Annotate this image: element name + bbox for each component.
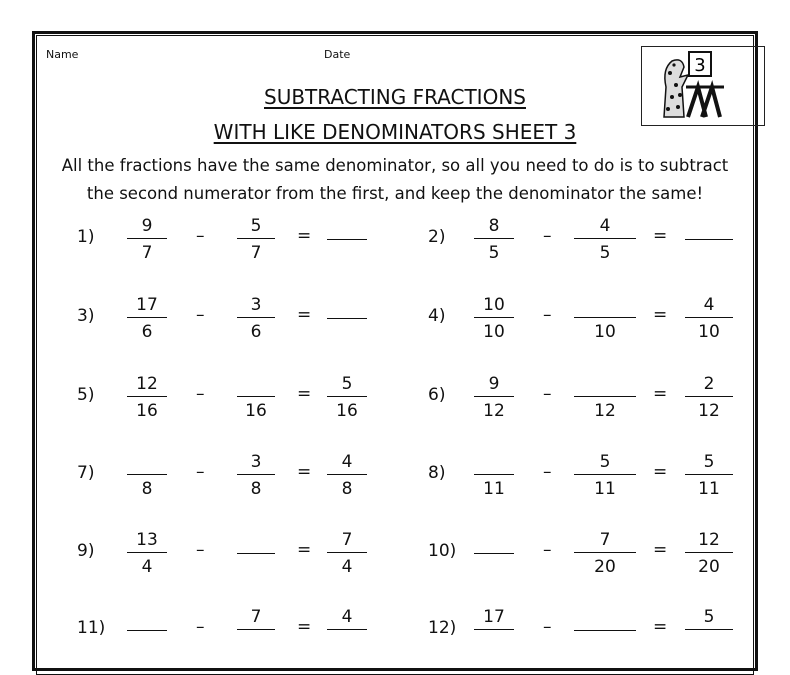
numerator bbox=[574, 293, 636, 317]
problem-number: 8) bbox=[428, 463, 446, 483]
worksheet-title: SUBTRACTING FRACTIONS bbox=[264, 85, 526, 109]
fraction-bar bbox=[237, 474, 275, 475]
fraction bbox=[474, 293, 514, 344]
numerator: 5 bbox=[703, 607, 715, 627]
equals-sign: = bbox=[653, 617, 668, 637]
fraction-bar bbox=[237, 238, 275, 239]
denominator: 7 bbox=[141, 243, 153, 263]
denominator: 16 bbox=[245, 401, 267, 421]
denominator: 11 bbox=[698, 479, 720, 499]
equals-sign: = bbox=[297, 617, 312, 637]
worksheet-subtitle: WITH LIKE DENOMINATORS SHEET 3 bbox=[213, 120, 577, 144]
fraction bbox=[327, 528, 367, 579]
fraction-bar bbox=[327, 474, 367, 475]
denominator: 7 bbox=[250, 243, 262, 263]
fraction-bar bbox=[327, 552, 367, 553]
minus-sign: – bbox=[543, 384, 552, 404]
fraction bbox=[474, 372, 514, 423]
problem-number: 1) bbox=[77, 227, 95, 247]
fraction-bar bbox=[685, 317, 733, 318]
equals-sign: = bbox=[297, 540, 312, 560]
numerator: 4 bbox=[341, 452, 353, 472]
answer-blank bbox=[574, 630, 636, 631]
fraction-bar bbox=[574, 552, 636, 553]
problem-number: 12) bbox=[428, 618, 457, 638]
denominator: 10 bbox=[698, 322, 720, 342]
numerator bbox=[127, 450, 167, 474]
denominator: 11 bbox=[483, 479, 505, 499]
numerator: 5 bbox=[341, 374, 353, 394]
fraction bbox=[127, 528, 167, 579]
fraction bbox=[574, 214, 636, 265]
numerator: 12 bbox=[698, 530, 720, 550]
minus-sign: – bbox=[543, 226, 552, 246]
fraction bbox=[127, 450, 167, 501]
minus-sign: – bbox=[196, 384, 205, 404]
fraction bbox=[237, 214, 275, 265]
minus-sign: – bbox=[543, 305, 552, 325]
denominator: 12 bbox=[698, 401, 720, 421]
fraction-bar bbox=[474, 238, 514, 239]
fraction bbox=[237, 450, 275, 501]
fraction bbox=[327, 450, 367, 501]
numerator bbox=[474, 450, 514, 474]
fraction bbox=[327, 372, 367, 423]
fraction-bar bbox=[127, 396, 167, 397]
fraction-bar bbox=[127, 317, 167, 318]
equals-sign: = bbox=[653, 462, 668, 482]
fraction bbox=[474, 450, 514, 501]
fraction bbox=[474, 214, 514, 265]
fraction bbox=[327, 605, 367, 656]
numerator bbox=[574, 372, 636, 396]
answer-blank bbox=[327, 318, 367, 319]
denominator: 8 bbox=[141, 479, 153, 499]
denominator: 5 bbox=[599, 243, 611, 263]
fraction-bar bbox=[237, 396, 275, 397]
denominator: 6 bbox=[141, 322, 153, 342]
numerator bbox=[237, 372, 275, 396]
problem-number: 3) bbox=[77, 306, 95, 326]
answer-blank bbox=[127, 630, 167, 631]
fraction-bar bbox=[574, 474, 636, 475]
fraction-bar bbox=[574, 396, 636, 397]
fraction-bar bbox=[127, 238, 167, 239]
problem-number: 9) bbox=[77, 541, 95, 561]
numerator: 5 bbox=[703, 452, 715, 472]
denominator: 20 bbox=[698, 557, 720, 577]
equals-sign: = bbox=[297, 305, 312, 325]
numerator: 5 bbox=[250, 216, 262, 236]
minus-sign: – bbox=[543, 540, 552, 560]
instructions-line-1: All the fractions have the same denominator, so all you need to do is to subtract bbox=[61, 156, 729, 175]
equals-sign: = bbox=[653, 540, 668, 560]
answer-blank bbox=[327, 239, 367, 240]
answer-blank bbox=[685, 239, 733, 240]
equals-sign: = bbox=[653, 226, 668, 246]
fraction-bar bbox=[574, 238, 636, 239]
denominator: 11 bbox=[594, 479, 616, 499]
denominator: 4 bbox=[341, 557, 353, 577]
minus-sign: – bbox=[196, 462, 205, 482]
fraction bbox=[574, 528, 636, 579]
denominator: 8 bbox=[250, 479, 262, 499]
problem-number: 10) bbox=[428, 541, 457, 561]
answer-blank bbox=[237, 553, 275, 554]
denominator: 4 bbox=[141, 557, 153, 577]
equals-sign: = bbox=[653, 384, 668, 404]
fraction bbox=[127, 214, 167, 265]
numerator: 4 bbox=[341, 607, 353, 627]
denominator: 16 bbox=[136, 401, 158, 421]
fraction bbox=[237, 372, 275, 423]
fraction-bar bbox=[474, 317, 514, 318]
problem-number: 2) bbox=[428, 227, 446, 247]
instructions-line-2: the second numerator from the first, and keep the denominator the same! bbox=[86, 184, 704, 203]
numerator: 7 bbox=[341, 530, 353, 550]
denominator: 20 bbox=[594, 557, 616, 577]
minus-sign: – bbox=[543, 617, 552, 637]
minus-sign: – bbox=[196, 617, 205, 637]
fraction bbox=[685, 450, 733, 501]
denominator: 6 bbox=[250, 322, 262, 342]
denominator: 10 bbox=[594, 322, 616, 342]
denominator: 16 bbox=[336, 401, 358, 421]
name-label: Name bbox=[46, 48, 79, 61]
denominator bbox=[237, 632, 275, 656]
numerator: 12 bbox=[136, 374, 158, 394]
problem-number: 4) bbox=[428, 306, 446, 326]
fraction-bar bbox=[237, 317, 275, 318]
numerator: 4 bbox=[703, 295, 715, 315]
denominator bbox=[685, 632, 733, 656]
denominator bbox=[474, 632, 514, 656]
fraction-bar bbox=[685, 396, 733, 397]
numerator: 9 bbox=[141, 216, 153, 236]
fraction bbox=[474, 605, 514, 656]
denominator bbox=[327, 632, 367, 656]
fraction-bar bbox=[685, 552, 733, 553]
fraction bbox=[685, 293, 733, 344]
fraction-bar bbox=[574, 317, 636, 318]
denominator: 8 bbox=[341, 479, 353, 499]
date-label: Date bbox=[324, 48, 351, 61]
numerator: 17 bbox=[483, 607, 505, 627]
fraction bbox=[574, 293, 636, 344]
numerator: 3 bbox=[250, 452, 262, 472]
numerator: 7 bbox=[599, 530, 611, 550]
numerator: 7 bbox=[250, 607, 262, 627]
fraction-bar bbox=[127, 552, 167, 553]
minus-sign: – bbox=[196, 305, 205, 325]
numerator: 8 bbox=[488, 216, 500, 236]
fraction bbox=[574, 372, 636, 423]
fraction bbox=[685, 528, 733, 579]
answer-blank bbox=[474, 553, 514, 554]
minus-sign: – bbox=[196, 540, 205, 560]
numerator: 13 bbox=[136, 530, 158, 550]
denominator: 10 bbox=[483, 322, 505, 342]
equals-sign: = bbox=[297, 226, 312, 246]
fraction bbox=[127, 293, 167, 344]
fraction-bar bbox=[127, 474, 167, 475]
fraction-bar bbox=[474, 474, 514, 475]
fraction bbox=[127, 372, 167, 423]
numerator: 3 bbox=[250, 295, 262, 315]
minus-sign: – bbox=[196, 226, 205, 246]
svg-text:3: 3 bbox=[694, 55, 706, 76]
denominator: 12 bbox=[483, 401, 505, 421]
fraction-bar bbox=[685, 474, 733, 475]
equals-sign: = bbox=[297, 462, 312, 482]
minus-sign: – bbox=[543, 462, 552, 482]
numerator: 5 bbox=[599, 452, 611, 472]
numerator: 17 bbox=[136, 295, 158, 315]
numerator: 10 bbox=[483, 295, 505, 315]
numerator: 9 bbox=[488, 374, 500, 394]
problem-number: 5) bbox=[77, 385, 95, 405]
problem-number: 6) bbox=[428, 385, 446, 405]
denominator: 12 bbox=[594, 401, 616, 421]
equals-sign: = bbox=[297, 384, 312, 404]
fraction bbox=[685, 372, 733, 423]
fraction bbox=[685, 605, 733, 656]
numerator: 2 bbox=[703, 374, 715, 394]
fraction bbox=[237, 293, 275, 344]
equals-sign: = bbox=[653, 305, 668, 325]
numerator: 4 bbox=[599, 216, 611, 236]
fraction bbox=[574, 450, 636, 501]
fraction-bar bbox=[327, 396, 367, 397]
fraction bbox=[237, 605, 275, 656]
denominator: 5 bbox=[488, 243, 500, 263]
problem-number: 11) bbox=[77, 618, 106, 638]
fraction-bar bbox=[474, 396, 514, 397]
problem-number: 7) bbox=[77, 463, 95, 483]
